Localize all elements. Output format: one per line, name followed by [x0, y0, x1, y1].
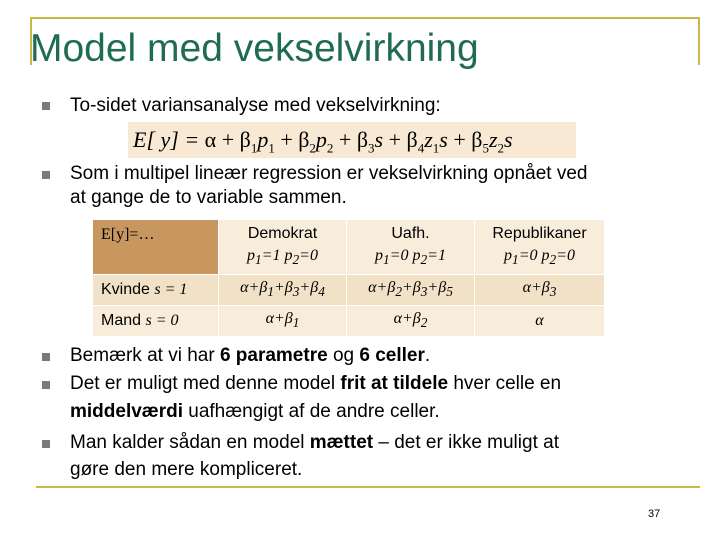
- table-cell: $\alpha+\beta_1$: [219, 306, 347, 337]
- bullet-text: Som i multipel lineær regression er vekselvirkning opnået ved: [70, 163, 588, 184]
- bullet-marker: [42, 353, 50, 361]
- bullet-text: Man kalder sådan en model mættet – det er ikke muligt at: [70, 432, 559, 453]
- table-cell: α: [475, 306, 605, 337]
- model-equation: E[ $y] = \alpha + \beta_1p_1 + \beta_2p_2 + \beta_3s + \beta_4z_1s + \beta_5z_2s$: [133, 127, 513, 156]
- bullet-marker: [42, 171, 50, 179]
- table-cell: $\alpha+\beta_1+\beta_3+\beta_4$: [219, 275, 347, 306]
- cell-means-table: [92, 219, 605, 337]
- table-row: [93, 275, 605, 306]
- table-cell: $\alpha+\beta_3$: [475, 275, 605, 306]
- row-label-kvinde: Kvinde s = 1: [93, 275, 219, 306]
- frame-bottom-rule: [36, 486, 700, 488]
- bullet-text-cont: gøre den mere kompliceret.: [70, 459, 303, 480]
- frame-right-rule: [698, 17, 700, 65]
- column-header-demokrat: Demokrat $p_1=1$ $p_2=0$: [219, 220, 347, 275]
- table-header-row: [93, 220, 605, 275]
- column-header-republikaner: Republikaner $p_1=0$ $p_2=0$: [475, 220, 605, 275]
- table-row: [93, 306, 605, 337]
- page-number: 37: [648, 508, 661, 520]
- table-cell: $\alpha+\beta_2+\beta_3+\beta_5$: [347, 275, 475, 306]
- bullet-marker: [42, 381, 50, 389]
- table-cell: $\alpha+\beta_2$: [347, 306, 475, 337]
- bullet-marker: [42, 102, 50, 110]
- frame-top-rule: [30, 17, 700, 19]
- bullet-text: To-sidet variansanalyse med vekselvirkning:: [70, 95, 441, 116]
- bullet-text-cont: at gange de to variable sammen.: [70, 187, 347, 208]
- column-header-uafh: Uafh. $p_1=0$ $p_2=1$: [347, 220, 475, 275]
- bullet-text: Det er muligt med denne model frit at tildele hver celle en: [70, 373, 562, 394]
- bullet-text-cont: middelværdi uafhængigt af de andre celler.: [70, 401, 440, 422]
- bullet-marker: [42, 440, 50, 448]
- row-label-mand: Mand s = 0: [93, 306, 219, 337]
- table-corner: E[y]=…: [93, 220, 219, 275]
- bullet-text: Bemærk at vi har 6 parametre og 6 celler.: [70, 345, 431, 366]
- slide-title: Model med vekselvirkning: [30, 27, 479, 70]
